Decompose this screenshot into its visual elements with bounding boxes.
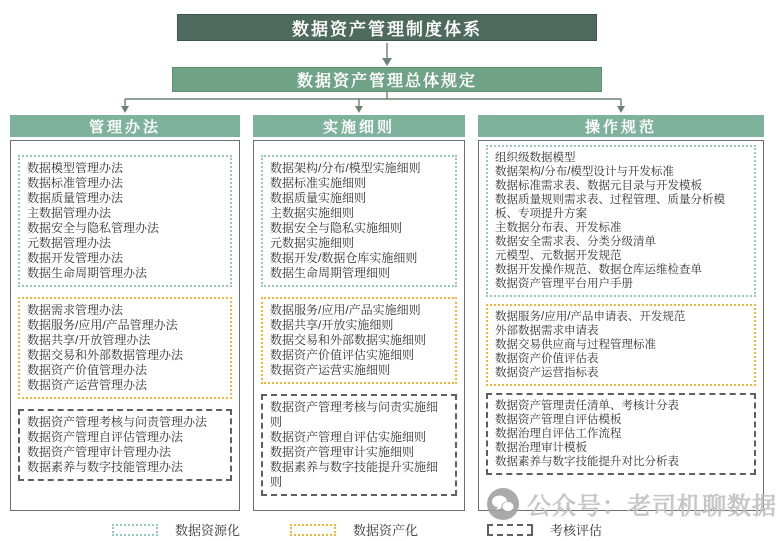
item-line: 数据安全与隐私实施细则 [270, 221, 403, 235]
legend-item [487, 520, 602, 539]
item-line: 数据交易供应商与过程管理标准 [495, 339, 656, 351]
legend-swatch-resource [112, 524, 158, 536]
item-line: 主数据实施细则 [270, 206, 355, 220]
item-line: 数据标准管理办法 [27, 176, 124, 190]
legend-label: 数据资源化 [175, 523, 241, 538]
column-1 [10, 115, 240, 511]
overall-title: 数据资产管理总体规定 [172, 67, 602, 92]
item-line: 数据标准实施细则 [270, 176, 367, 190]
column-body [478, 140, 764, 511]
item-line: 数据资产运营管理办法 [27, 378, 148, 392]
column-header: 实施细则 [253, 115, 465, 137]
item-line: 外部数据需求申请表 [495, 325, 599, 337]
item-line: 数据共享/开放实施细则 [270, 318, 394, 332]
item-line: 数据架构/分布/模型实施细则 [270, 161, 421, 175]
arrow-down-icon [0, 41, 774, 67]
item-line: 主数据分布表、开发标准 [495, 222, 622, 234]
columns-row [10, 115, 764, 511]
group-box-resource [486, 145, 756, 297]
item-line: 数据素养与数字技能提升实施细则 [270, 460, 439, 489]
column-header: 操作规范 [478, 115, 764, 137]
group-box-assess [261, 394, 457, 496]
legend-label: 数据资产化 [353, 523, 419, 538]
legend-item [112, 520, 240, 539]
legend [0, 517, 774, 541]
legend-swatch-assess [487, 524, 533, 536]
group-box-asset [18, 297, 232, 399]
item-line: 数据资产管理平台用户手册 [495, 278, 633, 290]
item-line: 数据需求管理办法 [27, 303, 124, 317]
item-line: 数据架构/分布/模型设计与开发标准 [495, 166, 674, 178]
item-line: 主数据管理办法 [27, 206, 112, 220]
item-line: 数据开发管理办法 [27, 251, 124, 265]
item-line: 数据资产管理责任清单、考核计分表 [495, 400, 679, 412]
item-line: 数据共享/开放管理办法 [27, 333, 151, 347]
group-box-assess [486, 393, 756, 475]
legend-label: 考核评估 [550, 523, 603, 538]
item-line: 元数据管理办法 [27, 236, 112, 250]
item-line: 数据模型管理办法 [27, 161, 124, 175]
item-line: 数据开发/数据仓库实施细则 [270, 251, 418, 265]
item-line: 数据交易和外部数据管理办法 [27, 348, 184, 362]
item-line: 数据资产管理考核与问责实施细则 [270, 400, 439, 429]
item-line: 数据质量规则需求表、过程管理、质量分析模板、专项提升方案 [495, 194, 725, 220]
item-line: 数据生命周期管理办法 [27, 266, 148, 280]
column-body [253, 140, 465, 511]
item-line: 数据交易和外部数据实施细则 [270, 333, 427, 347]
item-line: 数据安全需求表、分类分级清单 [495, 236, 656, 248]
group-box-assess [18, 409, 232, 481]
item-line: 数据素养与数字技能管理办法 [27, 460, 184, 474]
item-line: 数据开发操作规范、数据仓库运维检查单 [495, 264, 702, 276]
diagram [0, 14, 777, 538]
group-box-asset [261, 297, 457, 384]
item-line: 数据资产价值评估实施细则 [270, 348, 415, 362]
item-line: 数据资产管理自评估模板 [495, 414, 622, 426]
item-line: 组织级数据模型 [495, 152, 576, 164]
watermark-text: 公众号：老司机聊数据 [527, 493, 777, 520]
item-line: 数据资产管理自评估管理办法 [27, 430, 184, 444]
item-line: 数据治理审计模板 [495, 442, 587, 454]
column-2 [253, 115, 465, 511]
item-line: 数据质量实施细则 [270, 191, 367, 205]
legend-item [290, 520, 418, 539]
item-line: 数据资产运营实施细则 [270, 363, 391, 377]
group-box-resource [18, 155, 232, 287]
item-line: 数据质量管理办法 [27, 191, 124, 205]
item-line: 数据资产价值管理办法 [27, 363, 148, 377]
item-line: 元数据实施细则 [270, 236, 355, 250]
item-line: 数据资产管理审计管理办法 [27, 445, 172, 459]
root-title: 数据资产管理制度体系 [177, 14, 597, 41]
item-line: 数据资产运营指标表 [495, 367, 599, 379]
column-body [10, 140, 240, 511]
column-3 [478, 115, 764, 511]
legend-swatch-asset [290, 524, 336, 536]
item-line: 数据标准需求表、数据元目录与开发模板 [495, 180, 702, 192]
group-box-resource [261, 155, 457, 287]
item-line: 数据资产管理审计实施细则 [270, 445, 415, 459]
item-line: 数据服务/应用/产品申请表、开发规范 [495, 311, 686, 323]
item-line: 数据资产价值评估表 [495, 353, 599, 365]
item-line: 数据素养与数字技能提升对比分析表 [495, 456, 679, 468]
connector-lines [0, 92, 774, 115]
item-line: 数据资产管理考核与问责管理办法 [27, 415, 208, 429]
item-line: 数据生命周期管理细则 [270, 266, 391, 280]
column-header: 管理办法 [10, 115, 240, 137]
item-line: 数据治理自评估工作流程 [495, 428, 622, 440]
item-line: 元模型、元数据开发规范 [495, 250, 622, 262]
item-line: 数据安全与隐私管理办法 [27, 221, 160, 235]
item-line: 数据资产管理自评估实施细则 [270, 430, 427, 444]
item-line: 数据服务/应用/产品实施细则 [270, 303, 421, 317]
group-box-asset [486, 304, 756, 386]
item-line: 数据服务/应用/产品管理办法 [27, 318, 178, 332]
